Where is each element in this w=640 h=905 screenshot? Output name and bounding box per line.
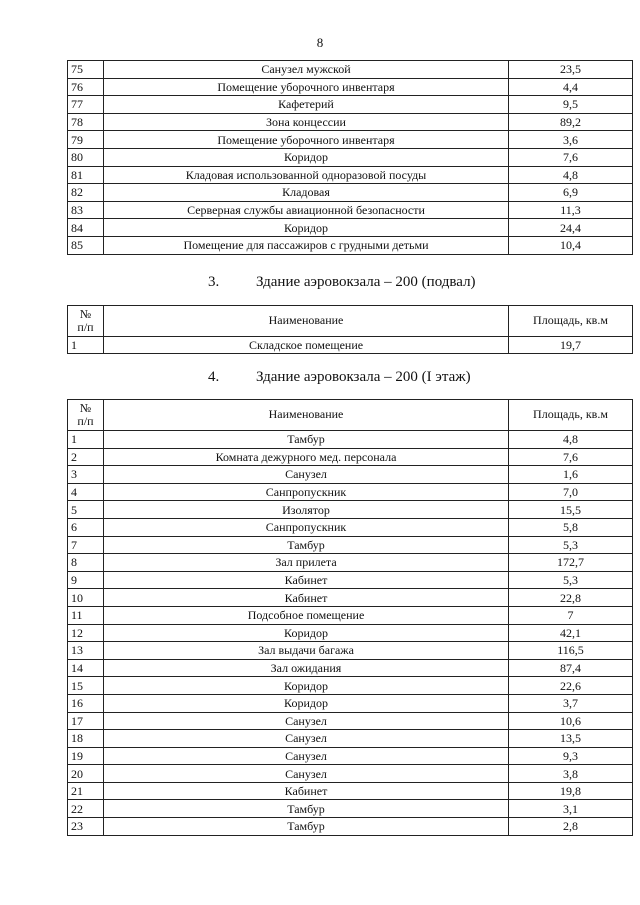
cell-name: Тамбур (104, 800, 509, 818)
cell-number: 13 (68, 642, 104, 660)
cell-area: 5,8 (509, 518, 633, 536)
cell-name: Санпропускник (104, 518, 509, 536)
cell-number: 8 (68, 554, 104, 572)
table-row (68, 624, 633, 642)
cell-area: 1,6 (509, 466, 633, 484)
table-row (68, 730, 633, 748)
table-row (68, 483, 633, 501)
cell-number: 85 (68, 236, 104, 254)
cell-name: Комната дежурного мед. персонала (104, 448, 509, 466)
cell-area: 7,0 (509, 483, 633, 501)
first-floor-rooms-table (67, 399, 633, 836)
cell-number: 16 (68, 694, 104, 712)
cell-name: Тамбур (104, 431, 509, 449)
table-row (68, 606, 633, 624)
cell-name: Санузел (104, 730, 509, 748)
cell-name: Зал прилета (104, 554, 509, 572)
table-row (68, 61, 633, 79)
cell-name: Кладовая (104, 184, 509, 202)
cell-number: 2 (68, 448, 104, 466)
table-row (68, 677, 633, 695)
cell-area: 7 (509, 606, 633, 624)
cell-area: 5,3 (509, 571, 633, 589)
table-row (68, 448, 633, 466)
table-row (68, 765, 633, 783)
cell-number: 80 (68, 148, 104, 166)
cell-area: 4,8 (509, 166, 633, 184)
table-row (68, 236, 633, 254)
table-row (68, 782, 633, 800)
header-name: Наименование (104, 400, 509, 431)
table-header-row (68, 306, 633, 337)
cell-name: Складское помещение (104, 337, 509, 354)
section-3-number: 3. (208, 274, 220, 290)
cell-name: Подсобное помещение (104, 606, 509, 624)
table-row (68, 642, 633, 660)
header-num: № п/п (68, 306, 104, 337)
cell-number: 21 (68, 782, 104, 800)
table-row (68, 184, 633, 202)
table-row (68, 148, 633, 166)
cell-number: 75 (68, 61, 104, 79)
cell-number: 22 (68, 800, 104, 818)
table-header-row (68, 400, 633, 431)
rooms-table-continued (67, 60, 633, 255)
cell-number: 14 (68, 659, 104, 677)
cell-area: 2,8 (509, 818, 633, 836)
cell-area: 172,7 (509, 554, 633, 572)
cell-number: 23 (68, 818, 104, 836)
table-row (68, 589, 633, 607)
cell-number: 18 (68, 730, 104, 748)
cell-area: 11,3 (509, 201, 633, 219)
section-4-number: 4. (208, 369, 220, 385)
cell-name: Кладовая использованной одноразовой посуды (104, 166, 509, 184)
cell-number: 84 (68, 219, 104, 237)
cell-name: Зал выдачи багажа (104, 642, 509, 660)
cell-number: 5 (68, 501, 104, 519)
table-row (68, 818, 633, 836)
cell-area: 3,7 (509, 694, 633, 712)
cell-number: 6 (68, 518, 104, 536)
cell-area: 7,6 (509, 448, 633, 466)
table-row (68, 571, 633, 589)
cell-number: 20 (68, 765, 104, 783)
cell-name: Помещение уборочного инвентаря (104, 78, 509, 96)
cell-number: 10 (68, 589, 104, 607)
cell-area: 4,4 (509, 78, 633, 96)
table-row (68, 219, 633, 237)
table-row (68, 131, 633, 149)
table-row (68, 501, 633, 519)
cell-area: 3,1 (509, 800, 633, 818)
basement-rooms-table (67, 305, 633, 354)
cell-number: 19 (68, 747, 104, 765)
cell-name: Зона концессии (104, 113, 509, 131)
cell-number: 1 (68, 337, 104, 354)
table-row (68, 337, 633, 354)
cell-number: 17 (68, 712, 104, 730)
cell-area: 13,5 (509, 730, 633, 748)
table-row (68, 554, 633, 572)
cell-number: 1 (68, 431, 104, 449)
cell-name: Коридор (104, 148, 509, 166)
cell-number: 15 (68, 677, 104, 695)
cell-area: 3,6 (509, 131, 633, 149)
page-number: 8 (316, 35, 324, 50)
cell-name: Санузел (104, 712, 509, 730)
cell-number: 9 (68, 571, 104, 589)
table-row (68, 166, 633, 184)
cell-area: 10,4 (509, 236, 633, 254)
cell-name: Коридор (104, 694, 509, 712)
table-row (68, 201, 633, 219)
cell-area: 87,4 (509, 659, 633, 677)
cell-name: Серверная службы авиационной безопасности (104, 201, 509, 219)
cell-area: 116,5 (509, 642, 633, 660)
header-area: Площадь, кв.м (509, 306, 633, 337)
cell-area: 24,4 (509, 219, 633, 237)
cell-name: Коридор (104, 677, 509, 695)
cell-area: 22,8 (509, 589, 633, 607)
cell-number: 82 (68, 184, 104, 202)
table-row (68, 96, 633, 114)
table-row (68, 113, 633, 131)
cell-name: Кабинет (104, 571, 509, 589)
cell-area: 89,2 (509, 113, 633, 131)
cell-name: Санузел (104, 466, 509, 484)
cell-name: Изолятор (104, 501, 509, 519)
table-row (68, 78, 633, 96)
header-name: Наименование (104, 306, 509, 337)
table-row (68, 694, 633, 712)
cell-area: 3,8 (509, 765, 633, 783)
cell-name: Кабинет (104, 782, 509, 800)
table-row (68, 712, 633, 730)
table-row (68, 431, 633, 449)
cell-number: 81 (68, 166, 104, 184)
table-row (68, 466, 633, 484)
section-4-heading: Здание аэровокзала – 200 (I этаж) (256, 369, 471, 385)
cell-number: 11 (68, 606, 104, 624)
cell-area: 4,8 (509, 431, 633, 449)
cell-name: Помещение уборочного инвентаря (104, 131, 509, 149)
table-row (68, 536, 633, 554)
cell-area: 9,5 (509, 96, 633, 114)
cell-number: 4 (68, 483, 104, 501)
cell-number: 79 (68, 131, 104, 149)
table-row (68, 659, 633, 677)
cell-area: 19,7 (509, 337, 633, 354)
cell-name: Санузел (104, 747, 509, 765)
cell-name: Кабинет (104, 589, 509, 607)
cell-area: 19,8 (509, 782, 633, 800)
table-row (68, 747, 633, 765)
cell-name: Коридор (104, 219, 509, 237)
cell-area: 42,1 (509, 624, 633, 642)
cell-name: Санпропускник (104, 483, 509, 501)
cell-name: Санузел мужской (104, 61, 509, 79)
cell-number: 12 (68, 624, 104, 642)
cell-number: 7 (68, 536, 104, 554)
cell-name: Зал ожидания (104, 659, 509, 677)
cell-number: 3 (68, 466, 104, 484)
cell-area: 15,5 (509, 501, 633, 519)
cell-area: 22,6 (509, 677, 633, 695)
table-row (68, 800, 633, 818)
cell-name: Коридор (104, 624, 509, 642)
cell-number: 76 (68, 78, 104, 96)
cell-name: Кафетерий (104, 96, 509, 114)
cell-name: Тамбур (104, 818, 509, 836)
table-row (68, 518, 633, 536)
header-area: Площадь, кв.м (509, 400, 633, 431)
cell-area: 7,6 (509, 148, 633, 166)
cell-number: 78 (68, 113, 104, 131)
header-num: № п/п (68, 400, 104, 431)
cell-name: Санузел (104, 765, 509, 783)
cell-area: 10,6 (509, 712, 633, 730)
cell-name: Тамбур (104, 536, 509, 554)
cell-number: 83 (68, 201, 104, 219)
cell-area: 6,9 (509, 184, 633, 202)
cell-name: Помещение для пассажиров с грудными детьми (104, 236, 509, 254)
cell-number: 77 (68, 96, 104, 114)
cell-area: 9,3 (509, 747, 633, 765)
cell-area: 5,3 (509, 536, 633, 554)
cell-area: 23,5 (509, 61, 633, 79)
section-3-heading: Здание аэровокзала – 200 (подвал) (256, 274, 476, 290)
